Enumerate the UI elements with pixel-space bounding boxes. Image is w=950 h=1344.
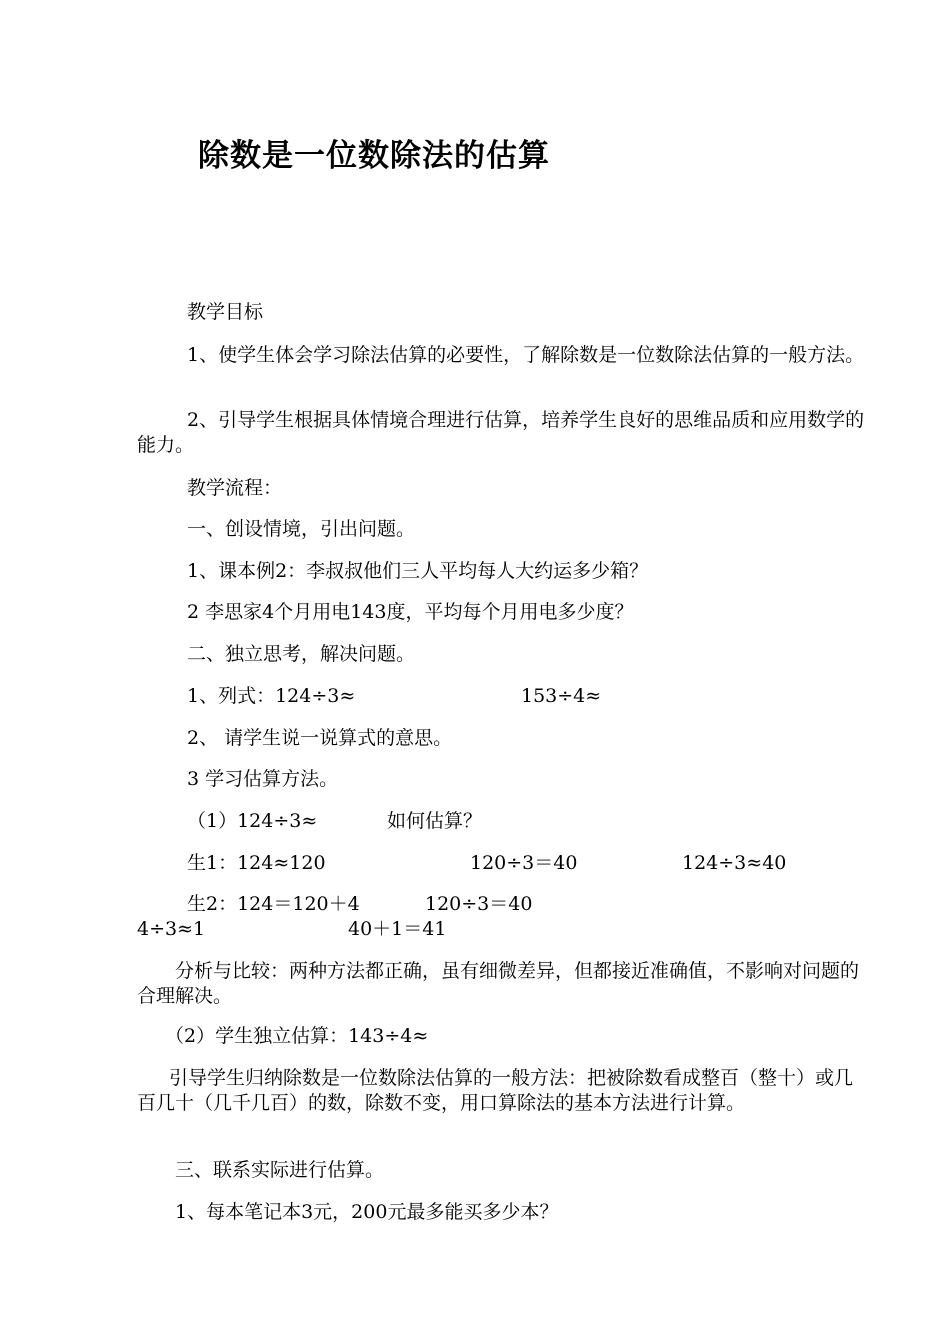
step-3-text: 3 学习估算方法。 <box>187 768 339 790</box>
document-title: 除数是一位数除法的估算 <box>198 138 550 174</box>
student-1-step-a: 生1：124≈120 <box>187 852 326 874</box>
section-1-question-2: 2 李思家4个月用电143度，平均每个月用电多少度？ <box>187 601 634 623</box>
student-1-step-b: 120÷3＝40 <box>470 852 578 874</box>
equation-list-label: 1、列式：124÷3≈ <box>187 685 356 707</box>
section-3-question-1: 1、每本笔记本3元，200元最多能买多少本？ <box>175 1201 559 1223</box>
section-2-heading: 二、独立思考，解决问题。 <box>187 643 416 665</box>
goal-1-paragraph: 1、使学生体会学习除法估算的必要性，了解除数是一位数除法估算的一般方法。 <box>187 344 865 366</box>
student-2-step-a: 生2：124＝120＋4 <box>187 893 360 915</box>
sub-1-expression: （1）124÷3≈ <box>187 810 318 832</box>
goals-heading: 教学目标 <box>187 301 264 323</box>
section-1-question-1: 1、课本例2：李叔叔他们三人平均每人大约运多少箱？ <box>187 560 649 582</box>
flow-heading: 教学流程： <box>187 477 283 499</box>
student-2-step-c: 4÷3≈1 <box>137 918 206 940</box>
student-2-step-d: 40＋1＝41 <box>348 918 447 940</box>
student-2-step-b: 120÷3＝40 <box>425 893 533 915</box>
equation-153: 153÷4≈ <box>521 685 602 707</box>
sub-2-text: （2）学生独立估算：143÷4≈ <box>165 1025 429 1047</box>
section-1-heading: 一、创设情境，引出问题。 <box>187 518 416 540</box>
student-1-step-c: 124÷3≈40 <box>682 852 787 874</box>
analysis-paragraph: 分析与比较：两种方法都正确，虽有细微差异，但都接近准确值，不影响对问题的合理解决。 <box>137 960 860 1007</box>
sub-1-question: 如何估算？ <box>387 810 483 832</box>
step-2-text: 2、 请学生说一说算式的意思。 <box>187 727 453 749</box>
section-3-heading: 三、联系实际进行估算。 <box>175 1159 385 1181</box>
goal-2-paragraph: 2、引导学生根据具体情境合理进行估算，培养学生良好的思维品质和应用数学的能力。 <box>137 409 865 456</box>
summary-paragraph: 引导学生归纳除数是一位数除法估算的一般方法：把被除数看成整百（整十）或几百几十（几千几百）的数，除数不变，用口算除法的基本方法进行计算。 <box>137 1067 854 1114</box>
